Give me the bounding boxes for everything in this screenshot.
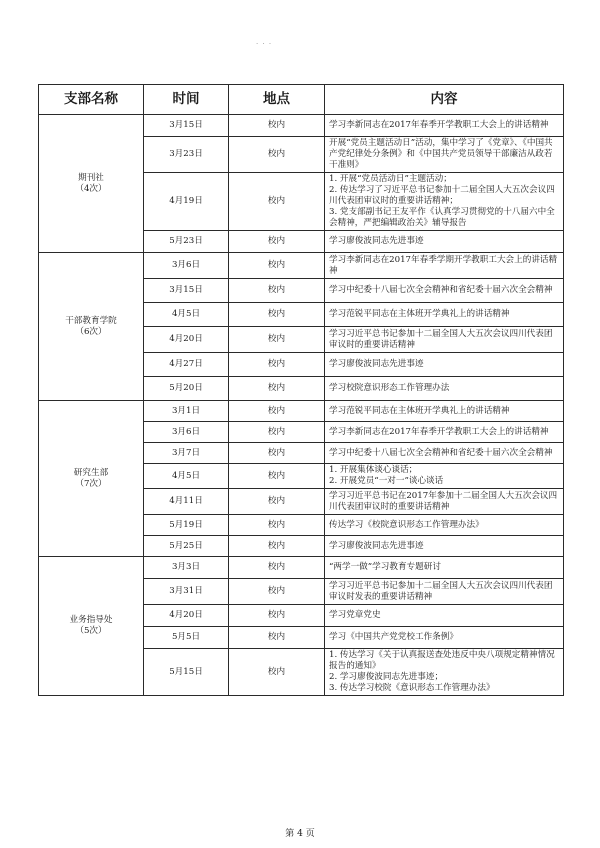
content-line: 学习范锐平同志在主体班开学典礼上的讲话精神 <box>329 405 510 416</box>
table-row <box>39 115 564 137</box>
content-line: 1. 开展“党员活动日”主题活动； <box>329 174 452 184</box>
date-cell: 3月1日 <box>144 401 229 422</box>
content-line: 学习习近平总书记在2017年参加十二届全国人大五次会议四川代表团审议时的重要讲话精神 <box>329 490 558 512</box>
date-cell: 5月15日 <box>144 649 229 696</box>
table-row <box>39 401 564 422</box>
content-cell <box>325 422 564 443</box>
content-cell <box>325 253 564 279</box>
table-header-row <box>39 85 564 115</box>
place-cell: 校内 <box>229 464 325 489</box>
date-cell: 4月5日 <box>144 464 229 489</box>
place-cell: 校内 <box>229 536 325 557</box>
place-cell: 校内 <box>229 649 325 696</box>
content-cell <box>325 649 564 696</box>
place-cell: 校内 <box>229 579 325 605</box>
content-line: 学习廖俊波同志先进事迹 <box>329 359 424 369</box>
content-cell <box>325 401 564 422</box>
activity-table-sheet <box>38 84 563 696</box>
content-cell <box>325 173 564 231</box>
branch-name: 期刊社 <box>78 172 104 183</box>
activity-table <box>38 84 564 696</box>
place-cell: 校内 <box>229 489 325 515</box>
date-cell: 4月11日 <box>144 489 229 515</box>
place-cell: 校内 <box>229 377 325 401</box>
branch-name: 干部教育学院 <box>65 315 117 326</box>
table-body <box>39 115 564 696</box>
header-content: 内容 <box>325 85 564 115</box>
place-cell: 校内 <box>229 303 325 327</box>
date-cell: 3月15日 <box>144 279 229 303</box>
place-cell: 校内 <box>229 231 325 253</box>
branch-count: （4次） <box>75 183 107 194</box>
date-cell: 5月5日 <box>144 627 229 649</box>
content-line: 2. 传达学习了习近平总书记参加十二届全国人大五次会议四川代表团审议时的重要讲话精神； <box>329 185 555 206</box>
content-line: 3. 传达学习校院《意识形态工作管理办法》 <box>329 683 495 693</box>
branch-name: 研究生部 <box>73 467 109 478</box>
content-line: 学习廖俊波同志先进事迹 <box>329 236 424 246</box>
date-cell: 4月5日 <box>144 303 229 327</box>
content-line: 学习范锐平同志在主体班开学典礼上的讲话精神 <box>329 309 510 319</box>
date-cell: 4月19日 <box>144 173 229 231</box>
content-line: 学习校院意识形态工作管理办法 <box>329 383 450 393</box>
content-line: 学习李新同志在2017年春季学期开学教职工大会上的讲话精神 <box>329 254 558 276</box>
place-cell: 校内 <box>229 327 325 353</box>
header-time: 时间 <box>144 85 229 115</box>
content-line: 1. 传达学习《关于认真报送查处违反中央八项规定精神情况报告的通知》 <box>329 650 555 671</box>
place-cell: 校内 <box>229 173 325 231</box>
date-cell: 5月25日 <box>144 536 229 557</box>
content-cell <box>325 137 564 173</box>
content-cell <box>325 279 564 303</box>
place-cell: 校内 <box>229 443 325 464</box>
content-line: 2. 学习廖俊波同志先进事迹； <box>329 672 444 682</box>
content-line: 3. 党支部副书记王友平作《认真学习贯彻党的十八届六中全会精神，严把编辑政治关》辅导报告 <box>329 207 555 228</box>
date-cell: 4月20日 <box>144 605 229 627</box>
content-line: 学习习近平总书记参加十二届全国人大五次会议四川代表团审议时发表的重要讲话精神 <box>329 580 553 602</box>
content-cell <box>325 627 564 649</box>
content-cell <box>325 115 564 137</box>
date-cell: 3月6日 <box>144 253 229 279</box>
date-cell: 4月27日 <box>144 353 229 377</box>
content-line: 学习《中国共产党党校工作条例》 <box>329 632 458 642</box>
date-cell: 3月6日 <box>144 422 229 443</box>
content-line: 传达学习《校院意识形态工作管理办法》 <box>329 519 484 530</box>
content-cell <box>325 515 564 536</box>
date-cell: 3月31日 <box>144 579 229 605</box>
content-line: 开展“党员主题活动日”活动，集中学习了《党章》、《中国共产党纪律处分条例》和《中国共产党员领导干部廉洁从政若干准则》 <box>329 138 553 170</box>
date-cell: 3月3日 <box>144 557 229 579</box>
content-cell <box>325 231 564 253</box>
content-cell <box>325 557 564 579</box>
content-line: 学习党章党史 <box>329 610 381 620</box>
header-branch: 支部名称 <box>39 85 144 115</box>
date-cell: 4月20日 <box>144 327 229 353</box>
date-cell: 5月19日 <box>144 515 229 536</box>
place-cell: 校内 <box>229 557 325 579</box>
branch-count: （7次） <box>75 478 107 489</box>
content-line: 学习习近平总书记参加十二届全国人大五次会议四川代表团审议时的重要讲话精神 <box>329 328 553 350</box>
place-cell: 校内 <box>229 627 325 649</box>
branch-cell <box>39 557 144 696</box>
content-cell <box>325 464 564 489</box>
scan-artifact: · · · <box>256 40 273 48</box>
content-cell <box>325 303 564 327</box>
branch-name: 业务指导处 <box>69 615 113 625</box>
content-line: 学习李新同志在2017年春季开学教职工大会上的讲话精神 <box>329 120 549 130</box>
place-cell: 校内 <box>229 605 325 627</box>
table-row <box>39 253 564 279</box>
branch-count: （6次） <box>75 326 107 337</box>
content-line: “两学一做”学习教育专题研讨 <box>329 562 441 572</box>
branch-cell <box>39 253 144 401</box>
date-cell: 5月20日 <box>144 377 229 401</box>
content-cell <box>325 605 564 627</box>
place-cell: 校内 <box>229 115 325 137</box>
content-cell <box>325 443 564 464</box>
content-line: 2. 开展党员“一对一”谈心谈话 <box>329 476 444 486</box>
branch-count: （5次） <box>75 626 107 636</box>
content-line: 1. 开展集体谈心谈话； <box>329 465 418 475</box>
place-cell: 校内 <box>229 279 325 303</box>
date-cell: 3月15日 <box>144 115 229 137</box>
content-cell <box>325 536 564 557</box>
place-cell: 校内 <box>229 422 325 443</box>
header-place: 地点 <box>229 85 325 115</box>
date-cell: 3月23日 <box>144 137 229 173</box>
content-line: 学习李新同志在2017年春季开学教职工大会上的讲话精神 <box>329 426 549 437</box>
content-line: 学习中纪委十八届七次全会精神和省纪委十届六次全会精神 <box>329 447 553 458</box>
content-cell <box>325 489 564 515</box>
date-cell: 5月23日 <box>144 231 229 253</box>
branch-cell <box>39 115 144 253</box>
place-cell: 校内 <box>229 353 325 377</box>
place-cell: 校内 <box>229 137 325 173</box>
table-row <box>39 557 564 579</box>
date-cell: 3月7日 <box>144 443 229 464</box>
content-line: 学习廖俊波同志先进事迹 <box>329 540 424 551</box>
place-cell: 校内 <box>229 253 325 279</box>
place-cell: 校内 <box>229 401 325 422</box>
content-cell <box>325 579 564 605</box>
branch-cell <box>39 401 144 557</box>
content-line: 学习中纪委十八届七次全会精神和省纪委十届六次全会精神 <box>329 285 553 295</box>
content-cell <box>325 327 564 353</box>
page-number: 第 4 页 <box>285 829 315 839</box>
place-cell: 校内 <box>229 515 325 536</box>
content-cell <box>325 353 564 377</box>
content-cell <box>325 377 564 401</box>
